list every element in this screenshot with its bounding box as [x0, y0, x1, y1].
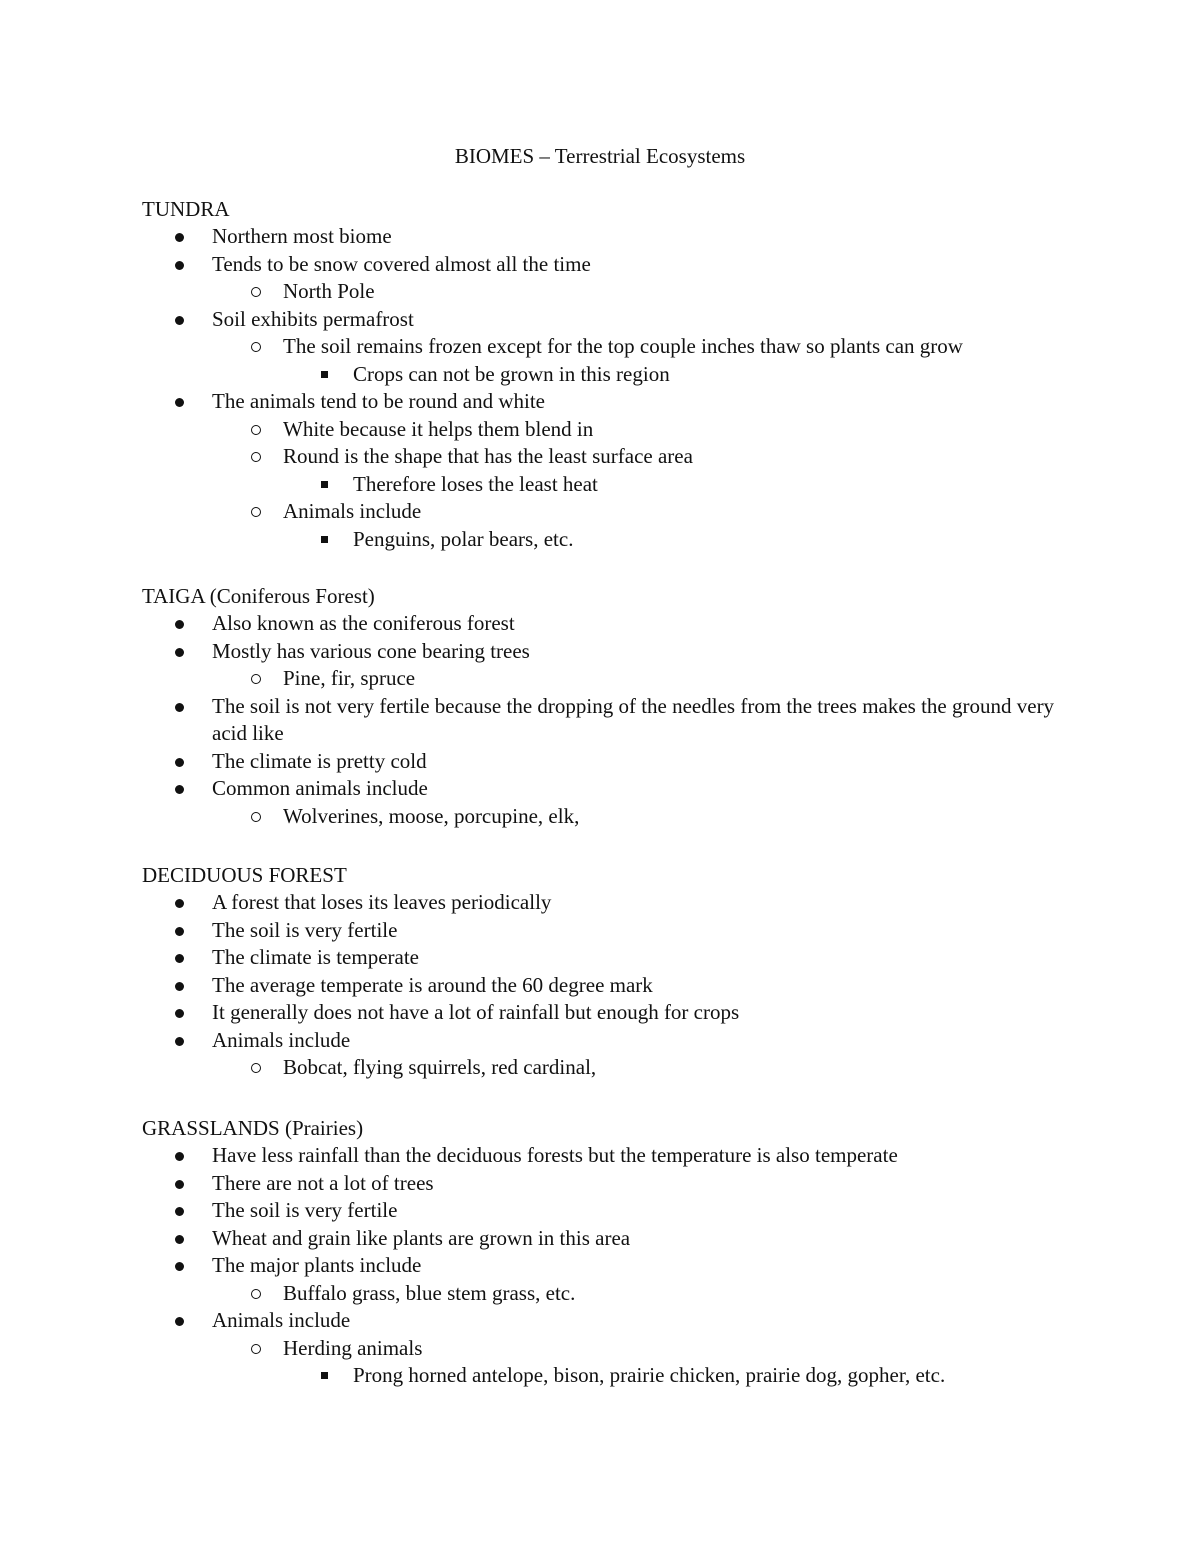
list-item-text: North Pole	[283, 279, 375, 303]
list-item-text: Prong horned antelope, bison, prairie chicken, prairie dog, gopher, etc.	[353, 1363, 946, 1387]
list-item-text: Bobcat, flying squirrels, red cardinal,	[283, 1055, 597, 1079]
list-item	[142, 1307, 1062, 1335]
list-item	[142, 1170, 1062, 1198]
list-item	[142, 333, 1062, 361]
list-item	[142, 638, 1062, 666]
hollow-bullet-icon	[251, 674, 261, 684]
hollow-bullet-icon	[251, 1063, 261, 1073]
section-deciduous-forest	[142, 861, 1062, 1082]
bullet-icon	[175, 620, 184, 629]
list-item-text: Animals include	[283, 499, 422, 523]
list-item	[142, 1142, 1062, 1170]
list-item-text: Round is the shape that has the least surface area	[283, 444, 693, 468]
list-item	[142, 361, 1062, 389]
list-item	[142, 775, 1062, 803]
list-item-text: White because it helps them blend in	[283, 416, 594, 441]
list-item-text: The animals tend to be round and white	[212, 389, 545, 413]
section-heading: TUNDRA	[142, 197, 230, 221]
section-heading: TAIGA (Coniferous Forest)	[142, 584, 375, 608]
list-item	[142, 1335, 1062, 1363]
list-item-text: Wheat and grain like plants are grown in this area	[212, 1225, 631, 1250]
list-item-text: Have less rainfall than the deciduous forests but the temperature is also temperate	[212, 1143, 898, 1167]
list-item	[142, 223, 1062, 251]
list-item	[142, 388, 1062, 416]
list-item	[142, 416, 1062, 444]
bullet-icon	[175, 1037, 184, 1046]
bullet-icon	[175, 954, 184, 963]
bullet-icon	[175, 899, 184, 908]
square-bullet-icon	[321, 371, 328, 378]
list-item-text: Therefore loses the least heat	[353, 471, 598, 496]
list-item-text: The major plants include	[212, 1253, 422, 1277]
list-item-text: The climate is temperate	[212, 945, 419, 969]
list-item	[142, 693, 1062, 748]
list-item-text: Common animals include	[212, 776, 428, 800]
list-item-text: There are not a lot of trees	[212, 1170, 434, 1195]
list-item-text: Crops can not be grown in this region	[353, 361, 670, 386]
bullet-icon	[175, 1317, 184, 1326]
list-item	[142, 278, 1062, 306]
bullet-icon	[175, 648, 184, 657]
list-item	[142, 748, 1062, 776]
list-item	[142, 1280, 1062, 1308]
list-item-text: Buffalo grass, blue stem grass, etc.	[283, 1280, 576, 1305]
list-item	[142, 306, 1062, 334]
section-heading: DECIDUOUS FOREST	[142, 863, 347, 887]
bullet-icon	[175, 233, 184, 242]
list-item-text: Pine, fir, spruce	[283, 666, 416, 690]
bullet-icon	[175, 758, 184, 767]
bullet-icon	[175, 1262, 184, 1271]
bullet-list	[142, 1142, 1062, 1390]
list-item-text: A forest that loses its leaves periodically	[212, 890, 552, 914]
list-item-text: Penguins, polar bears, etc.	[353, 526, 574, 551]
hollow-bullet-icon	[251, 287, 261, 297]
list-item	[142, 610, 1062, 638]
list-item	[142, 1027, 1062, 1055]
list-item-text: The soil is very fertile	[212, 917, 398, 942]
list-item-text: Animals include	[212, 1308, 351, 1332]
bullet-list	[142, 223, 1062, 553]
section-heading: GRASSLANDS (Prairies)	[142, 1116, 364, 1140]
list-item-text: Animals include	[212, 1027, 351, 1052]
list-item-text: Herding animals	[283, 1335, 423, 1360]
hollow-bullet-icon	[251, 342, 261, 352]
list-item-text: Mostly has various cone bearing trees	[212, 638, 530, 663]
square-bullet-icon	[321, 536, 328, 543]
bullet-icon	[175, 1207, 184, 1216]
list-item	[142, 803, 1062, 831]
list-item-text: The climate is pretty cold	[212, 748, 427, 773]
list-item-text: Northern most biome	[212, 224, 392, 248]
list-item	[142, 471, 1062, 499]
list-item	[142, 1054, 1062, 1082]
bullet-icon	[175, 316, 184, 325]
list-item-text: It generally does not have a lot of rainfall but enough for crops	[212, 1000, 740, 1024]
square-bullet-icon	[321, 1372, 328, 1379]
hollow-bullet-icon	[251, 1289, 261, 1299]
list-item-text: The soil is not very fertile because the dropping of the needles from the trees makes the ground very acid like	[212, 693, 1055, 745]
bullet-icon	[175, 703, 184, 712]
section-taiga	[142, 582, 1062, 830]
list-item	[142, 1197, 1062, 1225]
list-item-text: Wolverines, moose, porcupine, elk,	[283, 803, 580, 828]
list-item	[142, 1252, 1062, 1280]
hollow-bullet-icon	[251, 507, 261, 517]
bullet-icon	[175, 1235, 184, 1244]
bullet-icon	[175, 1180, 184, 1189]
list-item	[142, 498, 1062, 526]
section-tundra	[142, 195, 1062, 553]
list-item	[142, 251, 1062, 279]
list-item-text: Tends to be snow covered almost all the time	[212, 251, 591, 276]
bullet-icon	[175, 785, 184, 794]
bullet-icon	[175, 1152, 184, 1161]
list-item	[142, 972, 1062, 1000]
list-item	[142, 665, 1062, 693]
square-bullet-icon	[321, 481, 328, 488]
list-item-text: The soil is very fertile	[212, 1198, 398, 1222]
list-item	[142, 1225, 1062, 1253]
hollow-bullet-icon	[251, 452, 261, 462]
bullet-icon	[175, 1009, 184, 1018]
bullet-list	[142, 889, 1062, 1082]
list-item-text: The soil remains frozen except for the top couple inches thaw so plants can grow	[283, 334, 963, 358]
bullet-icon	[175, 398, 184, 407]
list-item	[142, 889, 1062, 917]
bullet-list	[142, 610, 1062, 830]
list-item	[142, 526, 1062, 554]
hollow-bullet-icon	[251, 425, 261, 435]
hollow-bullet-icon	[251, 1344, 261, 1354]
list-item	[142, 999, 1062, 1027]
list-item-text: Soil exhibits permafrost	[212, 306, 414, 331]
list-item	[142, 1362, 1062, 1390]
bullet-icon	[175, 261, 184, 270]
list-item-text: The average temperate is around the 60 degree mark	[212, 972, 653, 997]
hollow-bullet-icon	[251, 812, 261, 822]
list-item-text: Also known as the coniferous forest	[212, 611, 515, 635]
list-item	[142, 917, 1062, 945]
page-title: BIOMES – Terrestrial Ecosystems	[454, 144, 746, 168]
list-item	[142, 944, 1062, 972]
section-grasslands	[142, 1114, 1062, 1390]
list-item	[142, 443, 1062, 471]
bullet-icon	[175, 927, 184, 936]
bullet-icon	[175, 982, 184, 991]
